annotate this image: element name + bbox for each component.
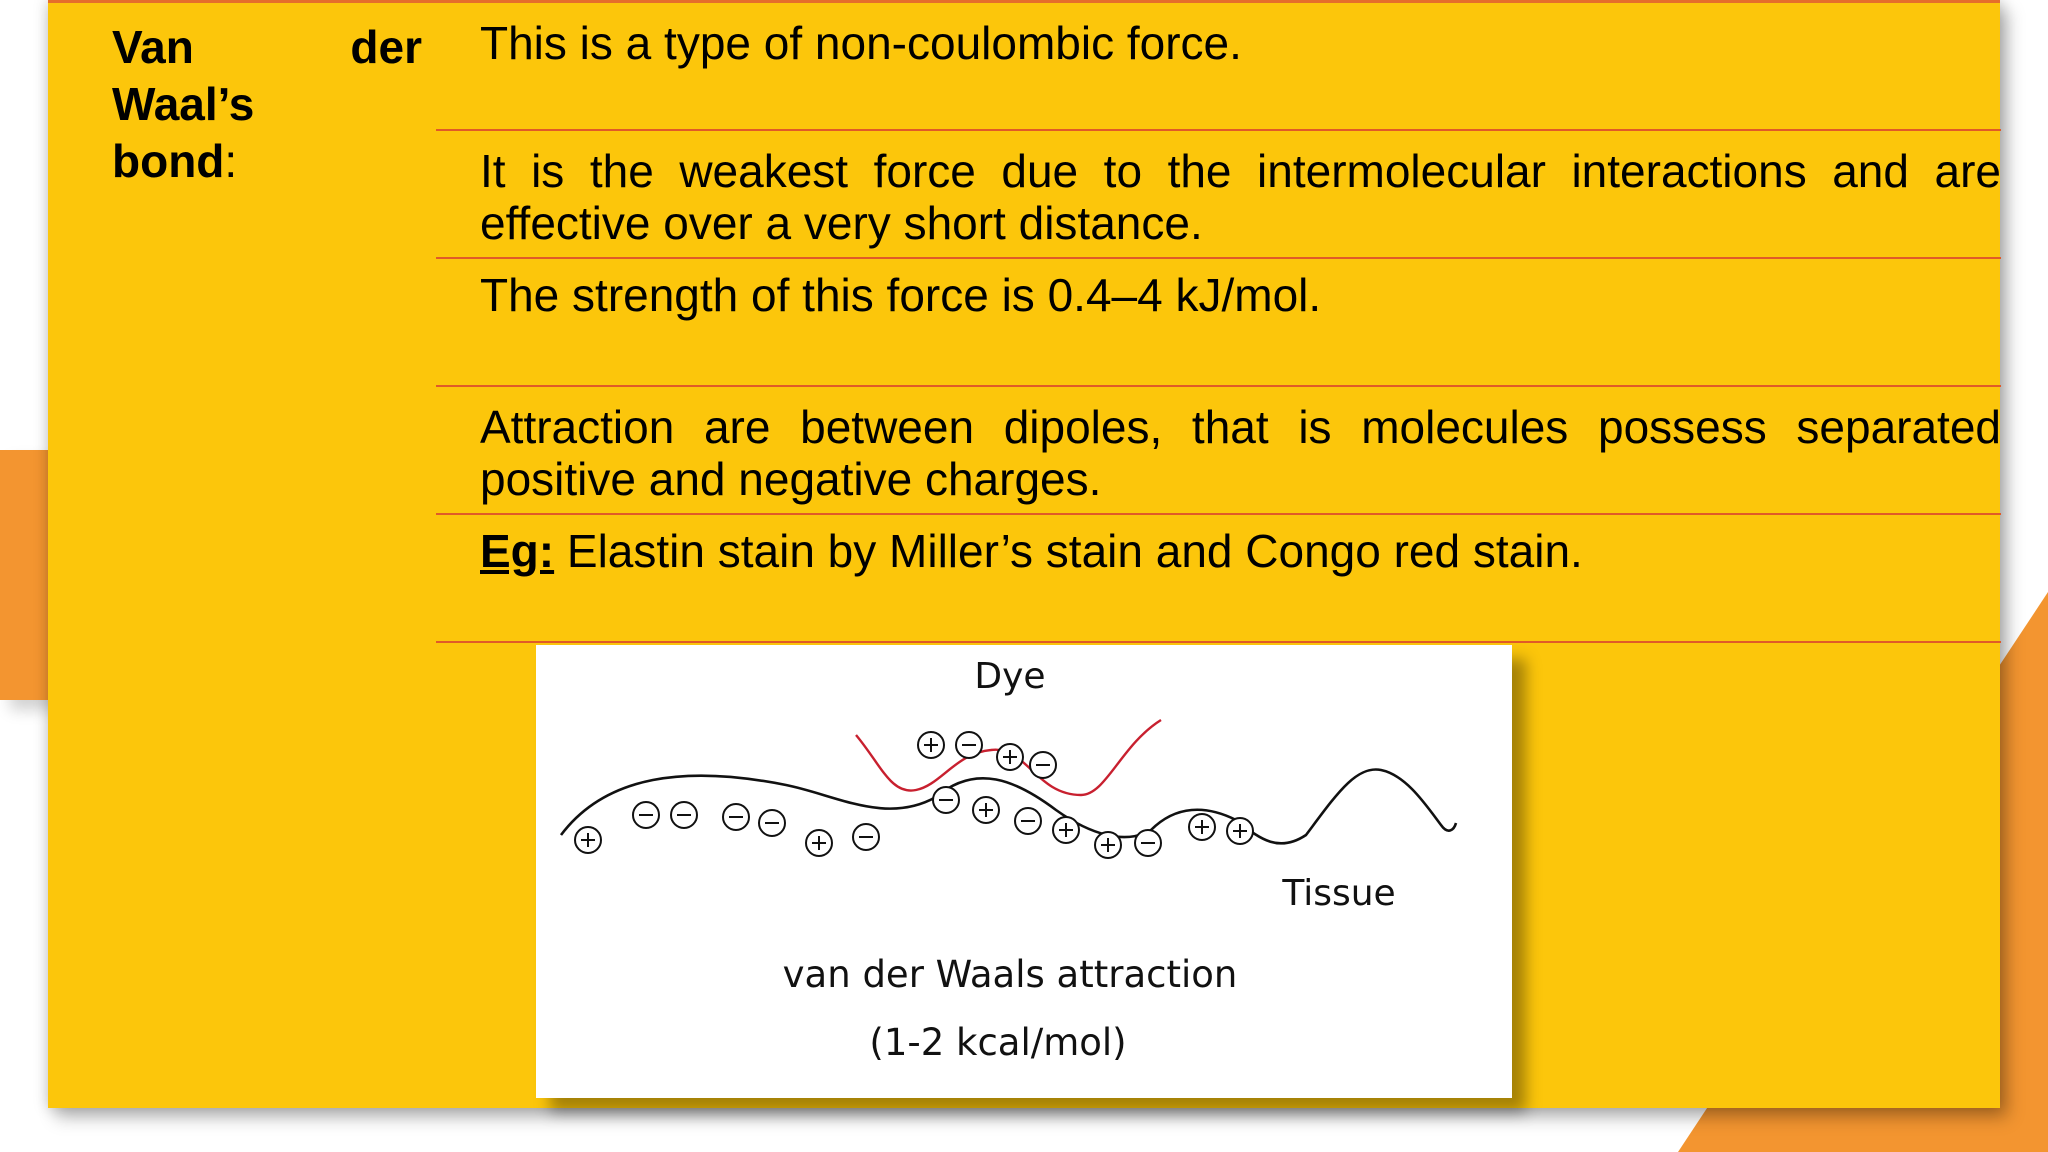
diagram-svg <box>536 645 1512 1098</box>
negative-charge-icon <box>723 804 749 830</box>
dye-positive-charge-icon <box>918 732 944 758</box>
negative-charge-icon <box>1015 808 1041 834</box>
negative-charge-icon <box>853 824 879 850</box>
negative-charge-icon <box>633 802 659 828</box>
definition-row-1 <box>436 3 2001 131</box>
heading-line-2: Waal’s <box>112 78 255 130</box>
negative-charge-icon <box>933 787 959 813</box>
positive-charge-icon <box>1227 818 1253 844</box>
term-heading <box>112 19 422 190</box>
definition-text-4: Attraction are between dipoles, that is molecules possess separated positive and negative charges. <box>480 401 2001 505</box>
caption-line-2: (1-2 kcal/mol) <box>869 1021 1127 1064</box>
heading-word-bond: bond <box>112 135 225 187</box>
positive-charge-icon <box>575 827 601 853</box>
example-row <box>436 515 2001 643</box>
heading-word-der: der <box>350 21 422 73</box>
example-body: Elastin stain by Miller’s stain and Congo red stain. <box>554 525 1583 577</box>
heading-line-1 <box>112 19 422 76</box>
negative-charge-icon <box>671 802 697 828</box>
positive-charge-icon <box>973 797 999 823</box>
definition-row-3 <box>436 259 2001 387</box>
dye-negative-charge-icon <box>1030 752 1056 778</box>
dye-positive-charge-icon <box>997 744 1023 770</box>
tissue-label: Tissue <box>1282 873 1396 914</box>
caption-line-1: van der Waals attraction <box>782 953 1238 996</box>
negative-charge-icon <box>759 810 785 836</box>
negative-charge-icon <box>1135 830 1161 856</box>
definition-text-1: This is a type of non-coulombic force. <box>480 17 1242 69</box>
heading-word-van: Van <box>112 21 194 73</box>
definition-row-2 <box>436 131 2001 259</box>
definition-text-3: The strength of this force is 0.4–4 kJ/mol. <box>480 269 1322 321</box>
van-der-waals-diagram <box>536 645 1512 1098</box>
definition-rows <box>436 3 2001 643</box>
positive-charge-icon <box>1189 814 1215 840</box>
definition-row-4 <box>436 387 2001 515</box>
dye-negative-charge-icon <box>956 732 982 758</box>
positive-charge-icon <box>1095 832 1121 858</box>
charge-symbols <box>575 732 1253 858</box>
definition-text-2: It is the weakest force due to the intermolecular interactions and are effective over a very short distance. <box>480 145 2001 249</box>
heading-colon: : <box>224 135 238 187</box>
positive-charge-icon <box>806 830 832 856</box>
tissue-surface-curve <box>561 769 1456 843</box>
dye-label: Dye <box>974 656 1046 697</box>
positive-charge-icon <box>1053 817 1079 843</box>
heading-line-3 <box>112 133 422 190</box>
example-label: Eg: <box>480 525 555 577</box>
example-text <box>436 515 2001 577</box>
